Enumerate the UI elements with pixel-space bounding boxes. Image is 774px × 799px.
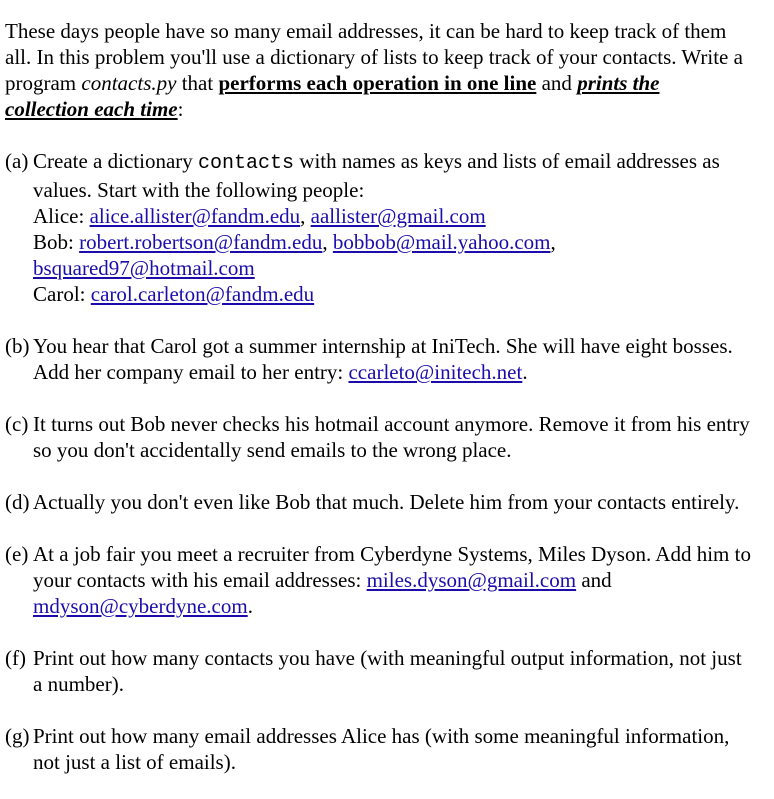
item-body [33, 333, 774, 385]
intro-text-1: These days people have so many email addresses, it can be hard to keep track of them all. In this problem you'll use a dictionary of lists to keep track of your contacts. Write a program [5, 19, 743, 95]
item-d [5, 489, 774, 515]
separator: , [550, 230, 556, 254]
item-marker: (f) [5, 646, 26, 670]
alice-line [33, 203, 754, 229]
bob-email-link-3[interactable]: bsquared97@hotmail.com [33, 256, 255, 280]
bob-line-2 [33, 255, 754, 281]
item-body: Print out how many email addresses Alice has (with some meaningful information, not just a list of emails). [33, 724, 730, 774]
item-c [5, 411, 774, 463]
item-marker: (c) [5, 412, 29, 436]
item-text: Create a dictionary [33, 149, 199, 173]
bob-email-link-1[interactable]: robert.robertson@fandm.edu [79, 230, 323, 254]
miles-email-link-2[interactable]: mdyson@cyberdyne.com [33, 594, 248, 618]
item-marker: (e) [5, 542, 29, 566]
item-text: and [576, 568, 612, 592]
item-marker: (g) [5, 724, 30, 748]
carol-label: Carol: [33, 282, 91, 306]
item-text: . [247, 594, 253, 618]
bob-label: Bob: [33, 230, 80, 254]
item-body: It turns out Bob never checks his hotmail account anymore. Remove it from his entry so you don't accidentally send emails to the wrong place. [33, 412, 750, 462]
miles-email-link-1[interactable]: miles.dyson@gmail.com [366, 568, 577, 592]
item-text: You hear that Carol got a summer internship at IniTech. She will have eight bosses. Add her company email to her entry: [33, 334, 733, 384]
item-g [5, 723, 774, 775]
code-contacts: contacts [198, 152, 295, 175]
item-text: At a job fair you meet a recruiter from Cyberdyne Systems, Miles Dyson. Add him to your contacts with his email addresses: [33, 542, 751, 592]
alice-email-link-1[interactable]: alice.allister@fandm.edu [89, 204, 301, 228]
bold-instruction-2: prints the collection each time [5, 71, 660, 121]
item-marker: (a) [5, 149, 29, 173]
intro-text-3: and [536, 71, 578, 95]
item-f [5, 645, 774, 697]
item-e [5, 541, 774, 619]
bob-email-link-2[interactable]: bobbob@mail.yahoo.com [332, 230, 551, 254]
item-marker: (b) [5, 334, 30, 358]
carol-email-link-1[interactable]: carol.carleton@fandm.edu [90, 282, 315, 306]
separator: , [322, 230, 333, 254]
separator: , [300, 204, 311, 228]
item-b [5, 333, 774, 385]
item-marker: (d) [5, 490, 30, 514]
intro-paragraph [5, 18, 745, 122]
carol-company-email-link[interactable]: ccarleto@initech.net [348, 360, 523, 384]
item-body [33, 148, 774, 307]
intro-text-2: that [176, 71, 219, 95]
alice-email-link-2[interactable]: aallister@gmail.com [310, 204, 486, 228]
item-a [5, 148, 774, 307]
filename: contacts.py [81, 71, 177, 95]
carol-line [33, 281, 754, 307]
alice-label: Alice: [33, 204, 90, 228]
bob-line [33, 229, 754, 255]
item-text: with names as keys and lists of email addresses as values. Start with the following people: [33, 149, 720, 202]
item-body [33, 541, 774, 619]
intro-text-4: : [177, 97, 184, 121]
item-body: Actually you don't even like Bob that much. Delete him from your contacts entirely. [33, 490, 740, 514]
item-body: Print out how many contacts you have (with meaningful output information, not just a number). [33, 646, 742, 696]
bold-instruction-1: performs each operation in one line [218, 71, 537, 95]
item-text: . [522, 360, 528, 384]
